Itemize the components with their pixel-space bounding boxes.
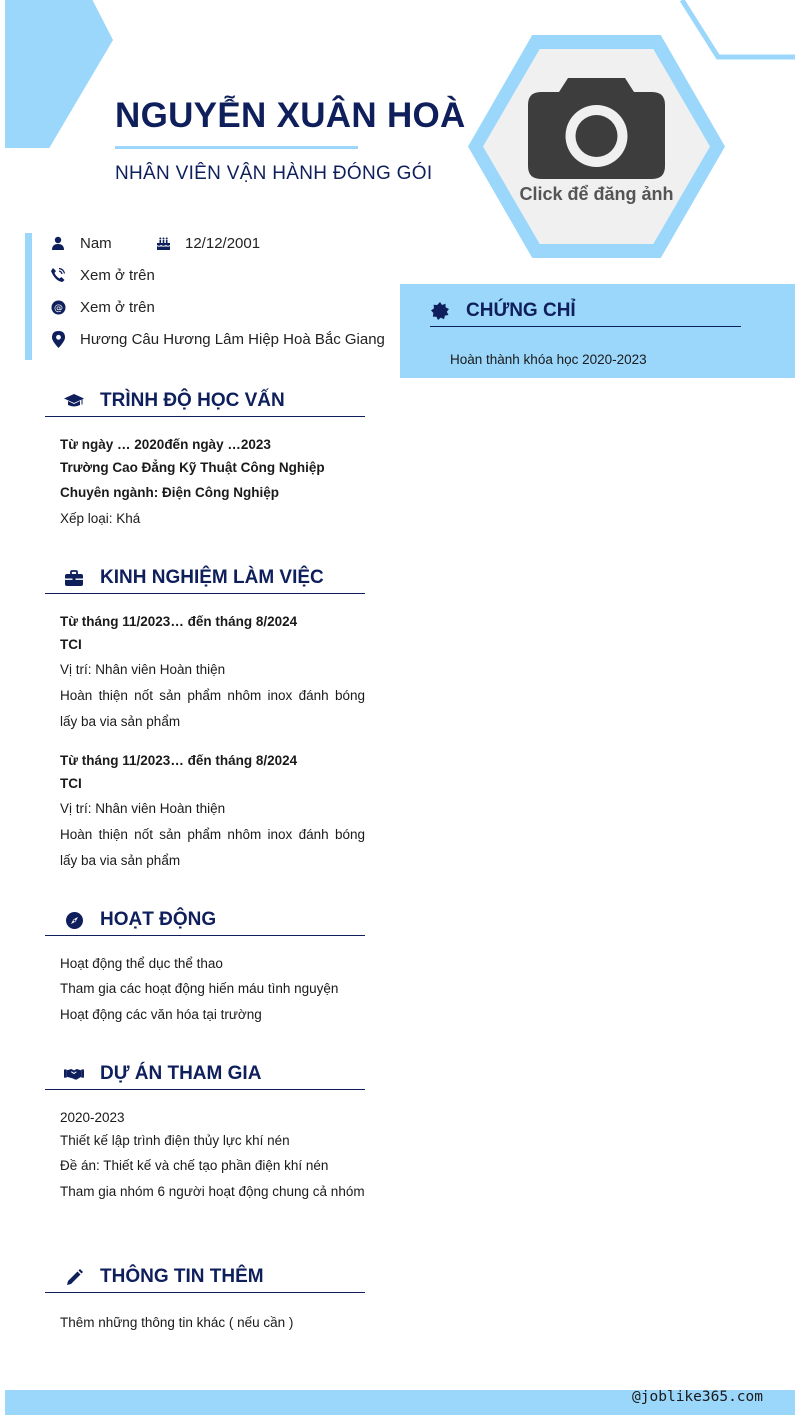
education-section <box>45 386 365 417</box>
experience-company: TCI <box>60 637 82 652</box>
projects-heading: DỰ ÁN THAM GIA <box>100 1063 262 1084</box>
project-topic: Đề án: Thiết kế và chế tạo phần điện khí nén <box>60 1158 329 1173</box>
activity-item: Tham gia các hoạt động hiến máu tình nguyện <box>60 981 339 996</box>
contact-accent-bar <box>25 233 32 360</box>
phone-row <box>50 263 155 287</box>
education-heading: TRÌNH ĐỘ HỌC VẤN <box>100 390 285 411</box>
experience-header <box>45 563 365 594</box>
additional-info-header <box>45 1262 365 1293</box>
education-school: Trường Cao Đẳng Kỹ Thuật Công Nghiệp <box>60 460 325 475</box>
address-row <box>50 327 385 351</box>
birthday-row <box>155 231 260 255</box>
experience-period: Từ tháng 11/2023… đến tháng 8/2024 <box>60 753 298 768</box>
briefcase-icon <box>64 568 84 588</box>
gender-row <box>50 231 112 255</box>
project-description: Tham gia nhóm 6 người hoạt động chung cả nhóm <box>60 1184 365 1199</box>
handshake-icon <box>64 1064 84 1084</box>
project-period: 2020-2023 <box>60 1110 125 1125</box>
phone-icon <box>50 267 66 283</box>
decorative-hexagon-left <box>5 0 113 148</box>
compass-icon <box>64 910 84 930</box>
education-major: Chuyên ngành: Điện Công Nghiệp <box>60 485 279 500</box>
activities-heading: HOẠT ĐỘNG <box>100 909 217 930</box>
additional-info-heading: THÔNG TIN THÊM <box>100 1266 264 1287</box>
person-icon <box>50 235 66 251</box>
education-period: Từ ngày … 2020đến ngày …2023 <box>60 437 271 452</box>
activities-header <box>45 905 365 936</box>
svg-text:@: @ <box>53 303 63 314</box>
education-header <box>45 386 365 417</box>
address-value: Hương Câu Hương Lâm Hiệp Hoà Bắc Giang <box>80 330 385 348</box>
birthday-cake-icon <box>155 235 171 251</box>
name-underline <box>115 146 358 149</box>
email-at-icon <box>50 299 66 315</box>
activity-item: Hoạt động các văn hóa tại trường <box>60 1007 262 1022</box>
graduation-cap-icon <box>64 391 84 411</box>
upload-photo-caption[interactable]: Click để đăng ảnh <box>519 184 674 204</box>
job-title: NHÂN VIÊN VẬN HÀNH ĐÓNG GÓI <box>115 163 433 184</box>
experience-position: Vị trí: Nhân viên Hoàn thiện <box>60 801 226 816</box>
pencil-icon <box>64 1267 84 1287</box>
certificates-header <box>430 296 741 327</box>
certificate-item: Hoàn thành khóa học 2020-2023 <box>450 352 647 367</box>
additional-info-section <box>45 1262 365 1293</box>
birthday-value: 12/12/2001 <box>185 234 261 252</box>
education-grade: Xếp loại: Khá <box>60 511 141 526</box>
experience-description: Hoàn thiện nốt sản phẩm nhôm inox đánh bóng lấy ba via sản phẩm <box>60 688 365 729</box>
experience-position: Vị trí: Nhân viên Hoàn thiện <box>60 662 226 677</box>
candidate-name: NGUYỄN XUÂN HOÀ <box>115 96 466 135</box>
location-pin-icon <box>50 331 66 347</box>
project-name: Thiết kế lập trình điện thủy lực khí nén <box>60 1133 290 1148</box>
footer-watermark: @joblike365.com <box>632 1389 763 1405</box>
experience-section <box>45 563 365 594</box>
camera-icon[interactable] <box>528 78 665 179</box>
badge-icon <box>430 301 450 321</box>
gender-value: Nam <box>80 234 112 252</box>
email-row <box>50 295 155 319</box>
projects-header <box>45 1059 365 1090</box>
email-value: Xem ở trên <box>80 298 155 316</box>
decorative-corner-lines <box>676 0 796 64</box>
certificates-heading: CHỨNG CHỈ <box>466 300 576 321</box>
phone-value: Xem ở trên <box>80 266 155 284</box>
projects-section <box>45 1059 365 1090</box>
experience-description: Hoàn thiện nốt sản phẩm nhôm inox đánh bóng lấy ba via sản phẩm <box>60 827 365 868</box>
activity-item: Hoạt động thể dục thể thao <box>60 956 223 971</box>
experience-heading: KINH NGHIỆM LÀM VIỆC <box>100 567 324 588</box>
activities-section <box>45 905 365 936</box>
additional-info-text: Thêm những thông tin khác ( nếu cần ) <box>60 1315 294 1330</box>
certificates-section <box>400 284 795 378</box>
experience-company: TCI <box>60 776 82 791</box>
experience-period: Từ tháng 11/2023… đến tháng 8/2024 <box>60 614 298 629</box>
